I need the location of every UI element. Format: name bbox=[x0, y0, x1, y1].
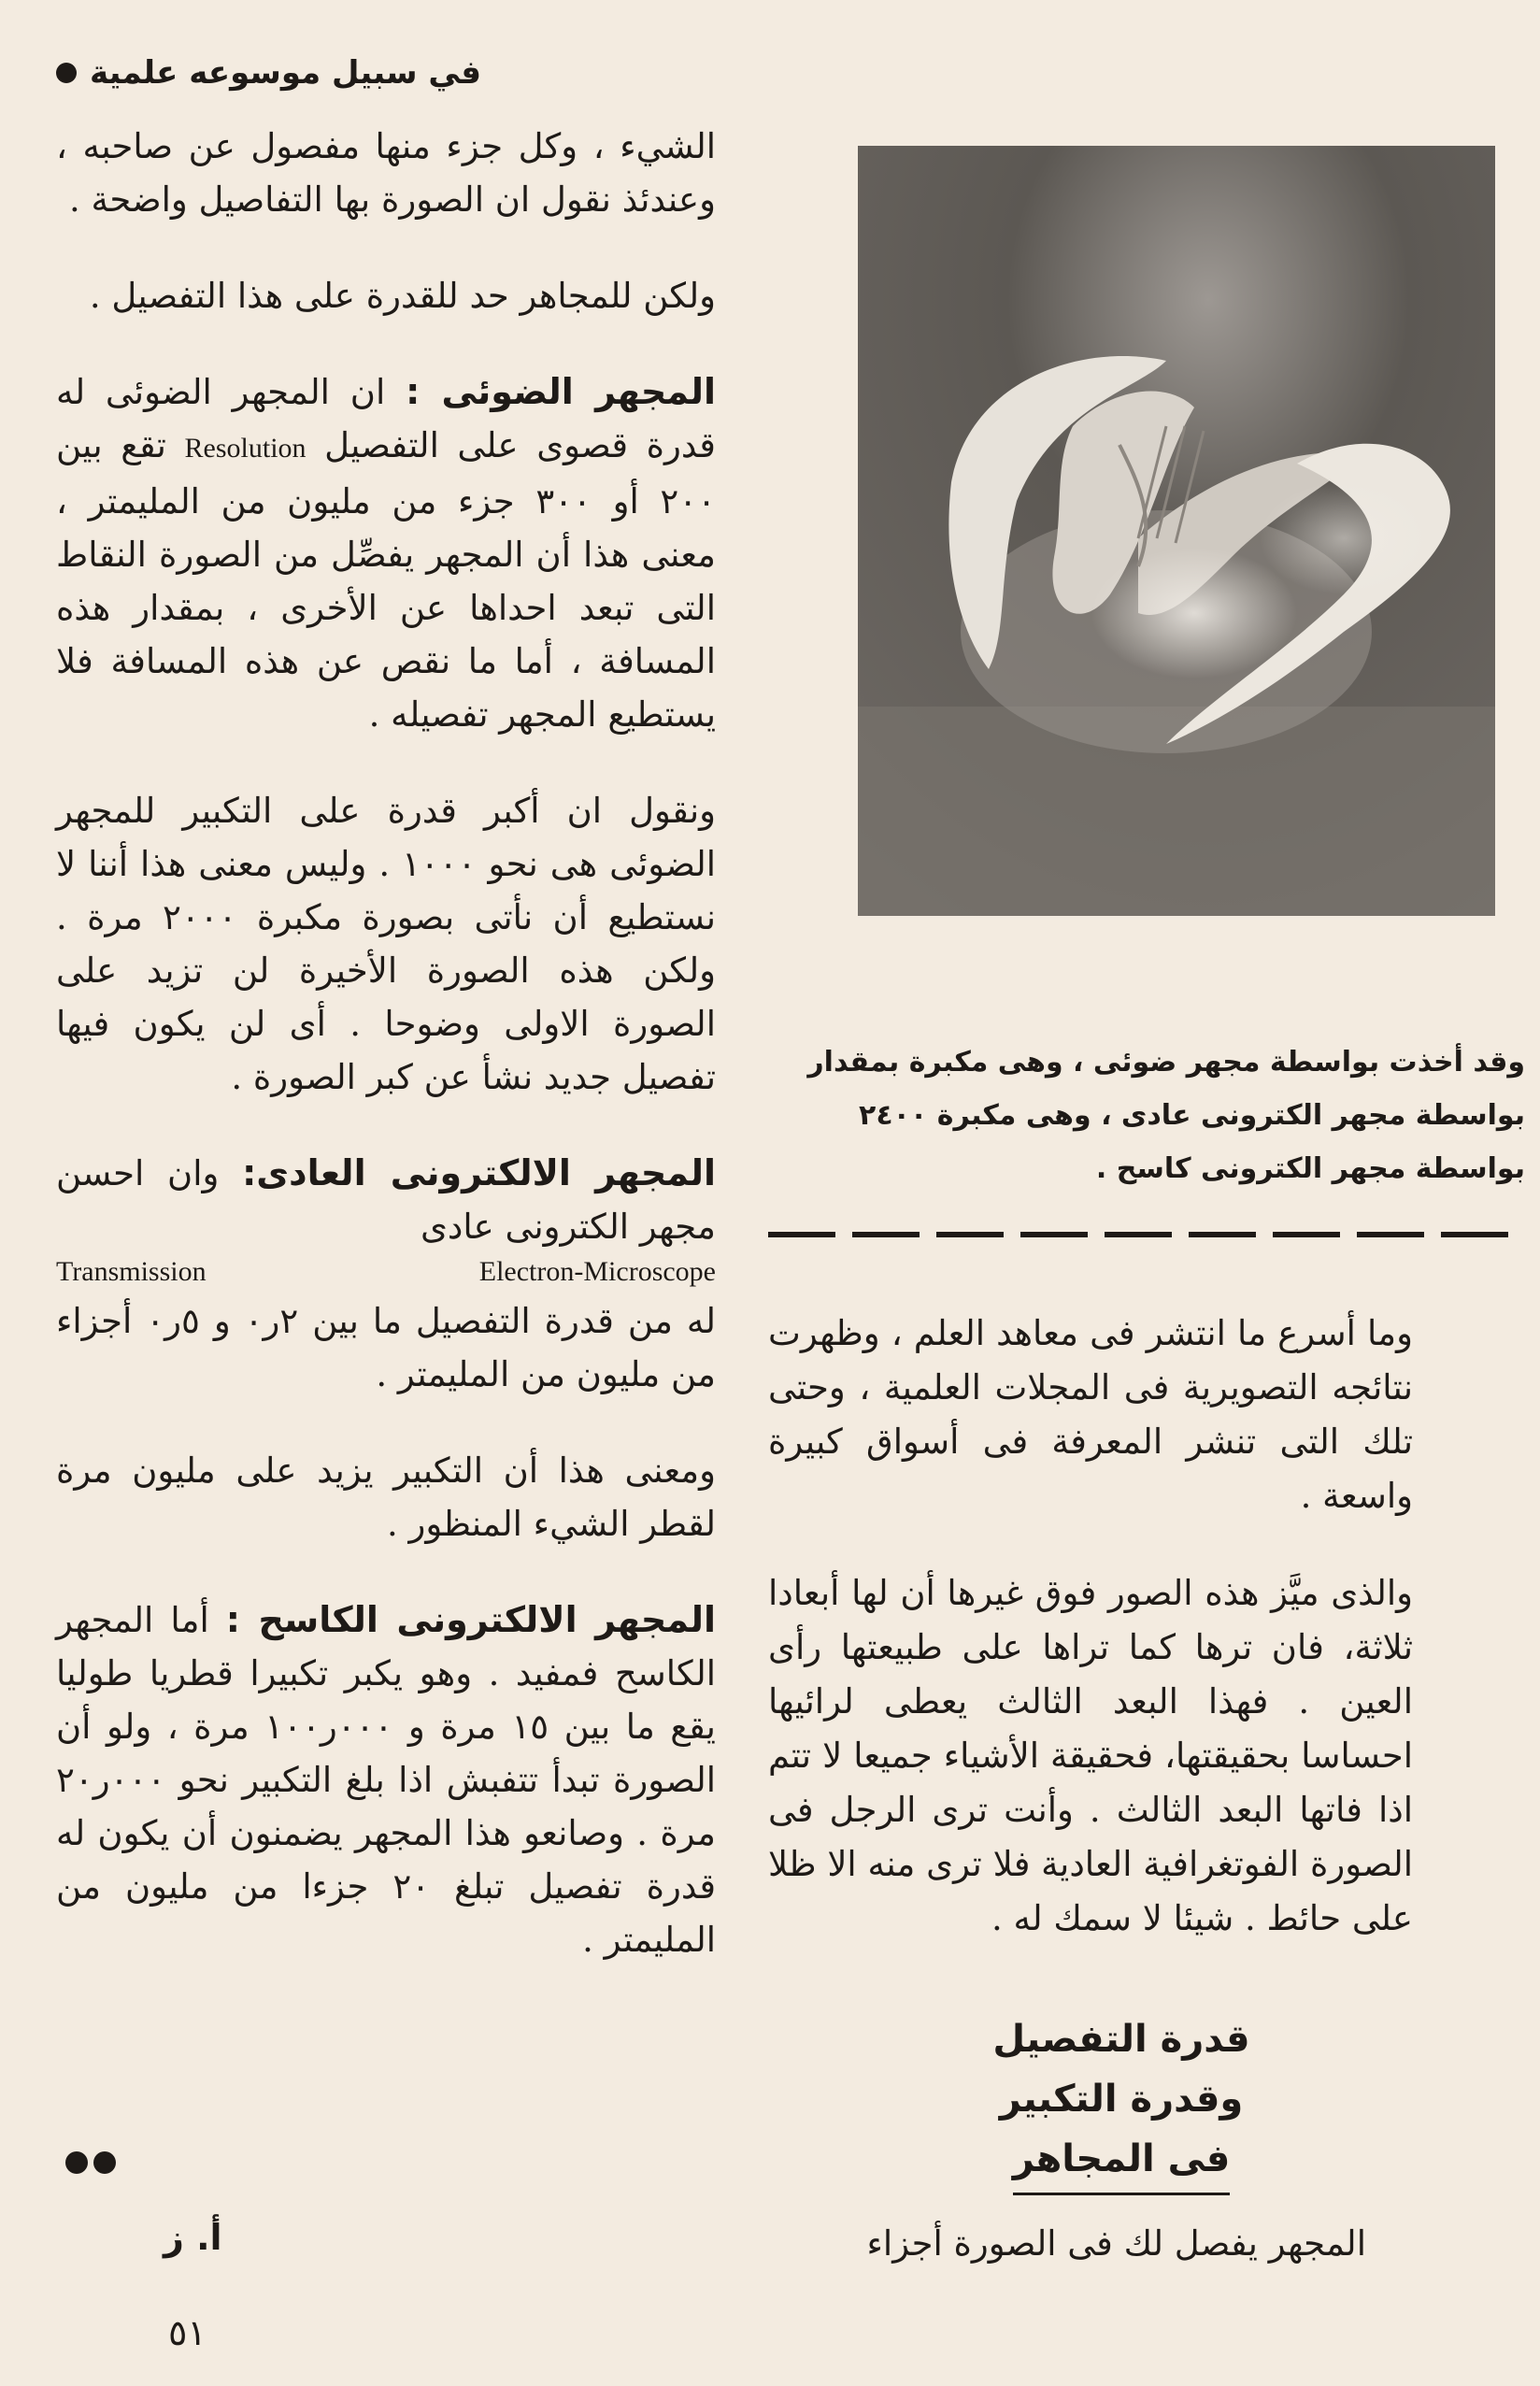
right-paragraph-1: وما أسرع ما انتشر فى معاهد العلم ، وظهرت نتائجه التصويرية فى المجلات العلمية ، وحتى تلك التى تنشر المعرفة فى أسواق كبيرة واسعة . bbox=[768, 1313, 1413, 1516]
magnification-paragraph: ونقول ان أكبر قدرة على التكبير للمجهر الضوئى هى نحو ١٠٠٠ . وليس معنى هذا أننا لا نستطيع أن نأتى بصورة مكبرة ٢٠٠٠ مرة . ولكن هذه الصورة الأخيرة لن تزيد على الصورة الاولى وضوحا . أى لن يكون فيها تفصيل جديد نشأ عن كبر الصورة . bbox=[56, 791, 717, 1097]
left-paragraph-1: الشيء ، وكل جزء منها مفصول عن صاحبه ، وعندئذ نقول ان الصورة بها التفاصيل واضحة . bbox=[56, 126, 716, 220]
micrograph-image bbox=[858, 146, 1495, 916]
scanning-microscope-heading: المجهر الالكترونى الكاسح : bbox=[225, 1599, 716, 1640]
left-column bbox=[56, 120, 716, 2009]
light-text-b: تقع بين ٢٠٠ أو ٣٠٠ جزء من مليون من المليمتر ، معنى هذا أن المجهر يفصِّل من الصورة النقاط التى تبعد احداها عن الأخرى ، بمقدار هذه المسافة ، أما ما نقص عن هذه المسافة فلا يستطيع المجهر تفصيله . bbox=[56, 425, 716, 735]
bullet-icon bbox=[56, 63, 77, 83]
caption-line-3: بواسطة مجهر الكترونى كاسح . bbox=[1095, 1152, 1525, 1185]
section-heading-line-2: وقدرة التكبير bbox=[999, 2078, 1244, 2121]
resolution-term: Resolution bbox=[184, 433, 307, 464]
electron-terms bbox=[56, 1253, 716, 1291]
light-microscope-heading: المجهر الضوئى : bbox=[406, 371, 716, 412]
section-heading bbox=[934, 2009, 1308, 2195]
dashed-divider bbox=[768, 1232, 1519, 1237]
page-number: ٥١ bbox=[168, 2312, 207, 2353]
scanning-text: أما المجهر الكاسح فمفيد . وهو يكبر تكبيرا قطريا طوليا يقع ما بين ١٥ مرة و ٠٠٠ر١٠٠ مرة ، ولو أن الصورة تبدأ تتفبش اذا بلغ التكبير نحو ٠٠٠ر٢٠ مرة . وصانعو هذا المجهر يضمنون أن يكون له قدرة تفصيل تبلغ ٢٠ جزءا من مليون من المليمتر . bbox=[56, 1600, 717, 1960]
electron-text-a: وان احسن مجهر الكترونى عادى bbox=[56, 1153, 716, 1247]
caption-line-2: بواسطة مجهر الكترونى عادى ، وهى مكبرة ٢٤٠٠ bbox=[859, 1099, 1525, 1132]
header-title: في سبيل موسوعه علمية bbox=[90, 54, 482, 92]
electron-microscope-paragraph bbox=[56, 1147, 716, 1401]
scanning-microscope-paragraph bbox=[56, 1593, 716, 1966]
end-marker-icon bbox=[65, 2151, 116, 2174]
running-header bbox=[56, 45, 482, 101]
left-paragraph-6: ومعنى هذا أن التكبير يزيد على مليون مرة لقطر الشيء المنظور . bbox=[56, 1450, 716, 1544]
photo-caption bbox=[764, 1036, 1525, 1195]
electron-microscope-heading: المجهر الالكترونى العادى: bbox=[242, 1152, 716, 1193]
section-heading-line-3: فى المجاهر bbox=[1013, 2129, 1231, 2195]
micrograph-photo bbox=[858, 146, 1495, 916]
electron-text-b: له من قدرة التفصيل ما بين ٢ر٠ و ٥ر٠ أجزاء من مليون من المليمتر . bbox=[56, 1301, 716, 1394]
section-heading-line-1: قدرة التفصيل bbox=[992, 2018, 1250, 2061]
bottom-right-text: المجهر يفصل لك فى الصورة أجزاء bbox=[866, 2223, 1366, 2264]
end-dot-icon bbox=[93, 2151, 116, 2174]
light-text-a: ان المجهر الضوئى له قدرة قصوى على التفصيل bbox=[56, 372, 716, 465]
left-paragraph-2: ولكن للمجاهر حد للقدرة على هذا التفصيل . bbox=[89, 276, 716, 316]
right-paragraph-2: والذى ميَّز هذه الصور فوق غيرها أن لها أبعادا ثلاثة، فان ترها كما تراها على طبيعتها رأى العين . فهذا البعد الثالث يعطى لرائيها احساسا بحقيقتها، فحقيقة الأشياء جميعا لا تتم اذا فاتها البعد الثالث . وأنت ترى الرجل فى الصورة الفوتغرافية العادية فلا ترى منه الا ظلا على حائط . شيئا لا سمك له . bbox=[768, 1573, 1413, 1938]
light-microscope-paragraph bbox=[56, 365, 716, 741]
electron-microscope-term: Electron-Microscope bbox=[478, 1256, 716, 1287]
end-dot-icon bbox=[65, 2151, 88, 2174]
right-column bbox=[768, 1307, 1413, 1989]
caption-line-1: وقد أخذت بواسطة مجهر ضوئى ، وهى مكبرة بمقدار bbox=[807, 1046, 1525, 1079]
author-initials: أ. ز bbox=[164, 2217, 222, 2258]
transmission-term: Transmission bbox=[56, 1256, 207, 1287]
